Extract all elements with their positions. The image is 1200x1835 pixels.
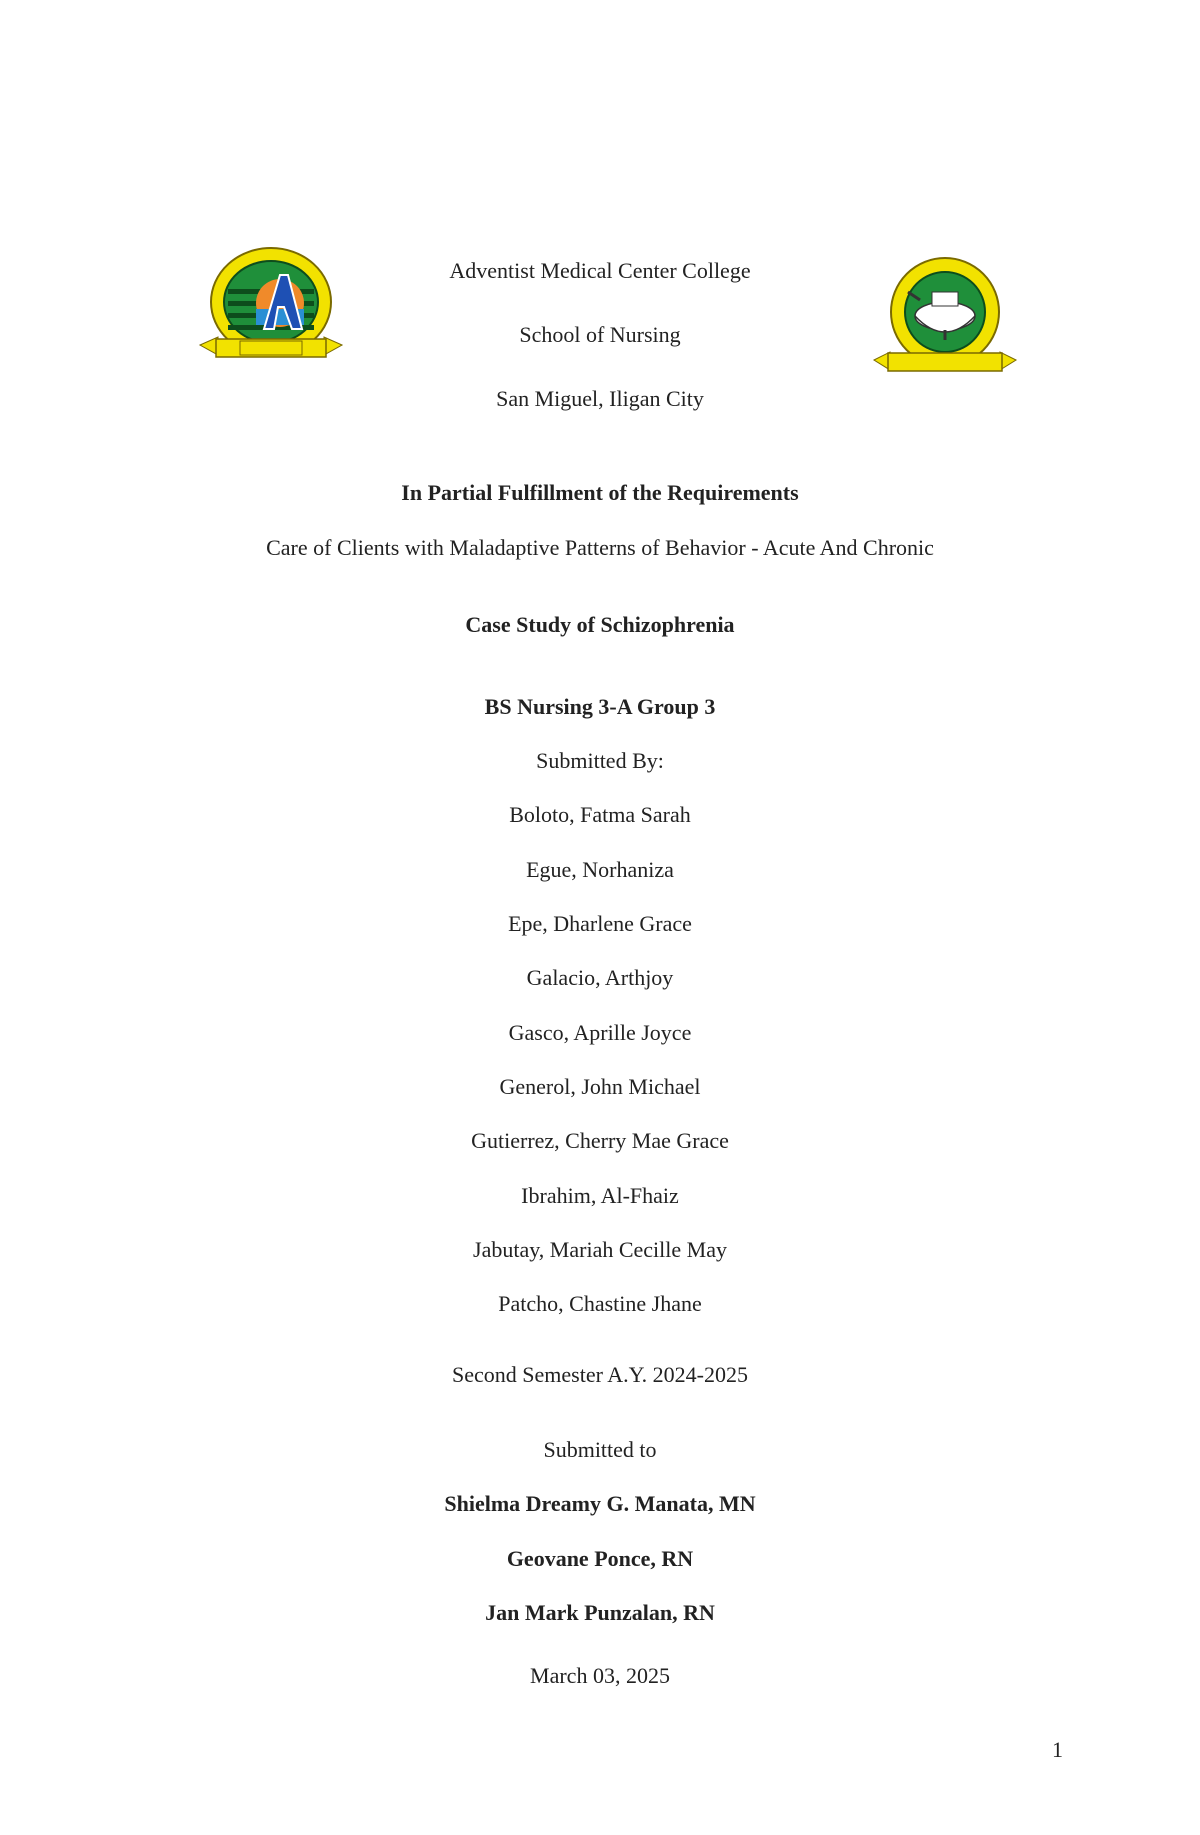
- fulfillment-heading: In Partial Fulfillment of the Requirements: [401, 480, 799, 505]
- semester: Second Semester A.Y. 2024-2025: [452, 1362, 748, 1387]
- member-name: Egue, Norhaniza: [526, 857, 674, 882]
- course-title: Care of Clients with Maladaptive Patterns of Behavior - Acute And Chronic: [266, 535, 934, 560]
- school-location: San Miguel, Iligan City: [496, 386, 704, 411]
- member-name: Jabutay, Mariah Cecille May: [473, 1237, 727, 1262]
- recipient-name: Jan Mark Punzalan, RN: [485, 1600, 715, 1625]
- page-number: 1: [1052, 1737, 1063, 1762]
- member-name: Gasco, Aprille Joyce: [508, 1020, 692, 1045]
- submitted-by-label: Submitted By:: [536, 748, 664, 773]
- school-name: School of Nursing: [519, 322, 681, 347]
- member-name: Patcho, Chastine Jhane: [498, 1291, 702, 1316]
- document-title: Case Study of Schizophrenia: [465, 612, 735, 637]
- recipient-name: Geovane Ponce, RN: [506, 1546, 694, 1571]
- member-name: Boloto, Fatma Sarah: [509, 802, 691, 827]
- member-name: Epe, Dharlene Grace: [508, 911, 692, 936]
- member-name: Galacio, Arthjoy: [526, 965, 674, 990]
- member-name: Gutierrez, Cherry Mae Grace: [471, 1128, 729, 1153]
- submitted-to-label: Submitted to: [543, 1437, 657, 1462]
- college-name: Adventist Medical Center College: [449, 258, 751, 283]
- group-name: BS Nursing 3-A Group 3: [484, 694, 716, 719]
- member-name: Generol, John Michael: [499, 1074, 701, 1099]
- submission-date: March 03, 2025: [530, 1663, 670, 1688]
- recipient-name: Shielma Dreamy G. Manata, MN: [444, 1491, 756, 1516]
- member-name: Ibrahim, Al-Fhaiz: [521, 1183, 679, 1208]
